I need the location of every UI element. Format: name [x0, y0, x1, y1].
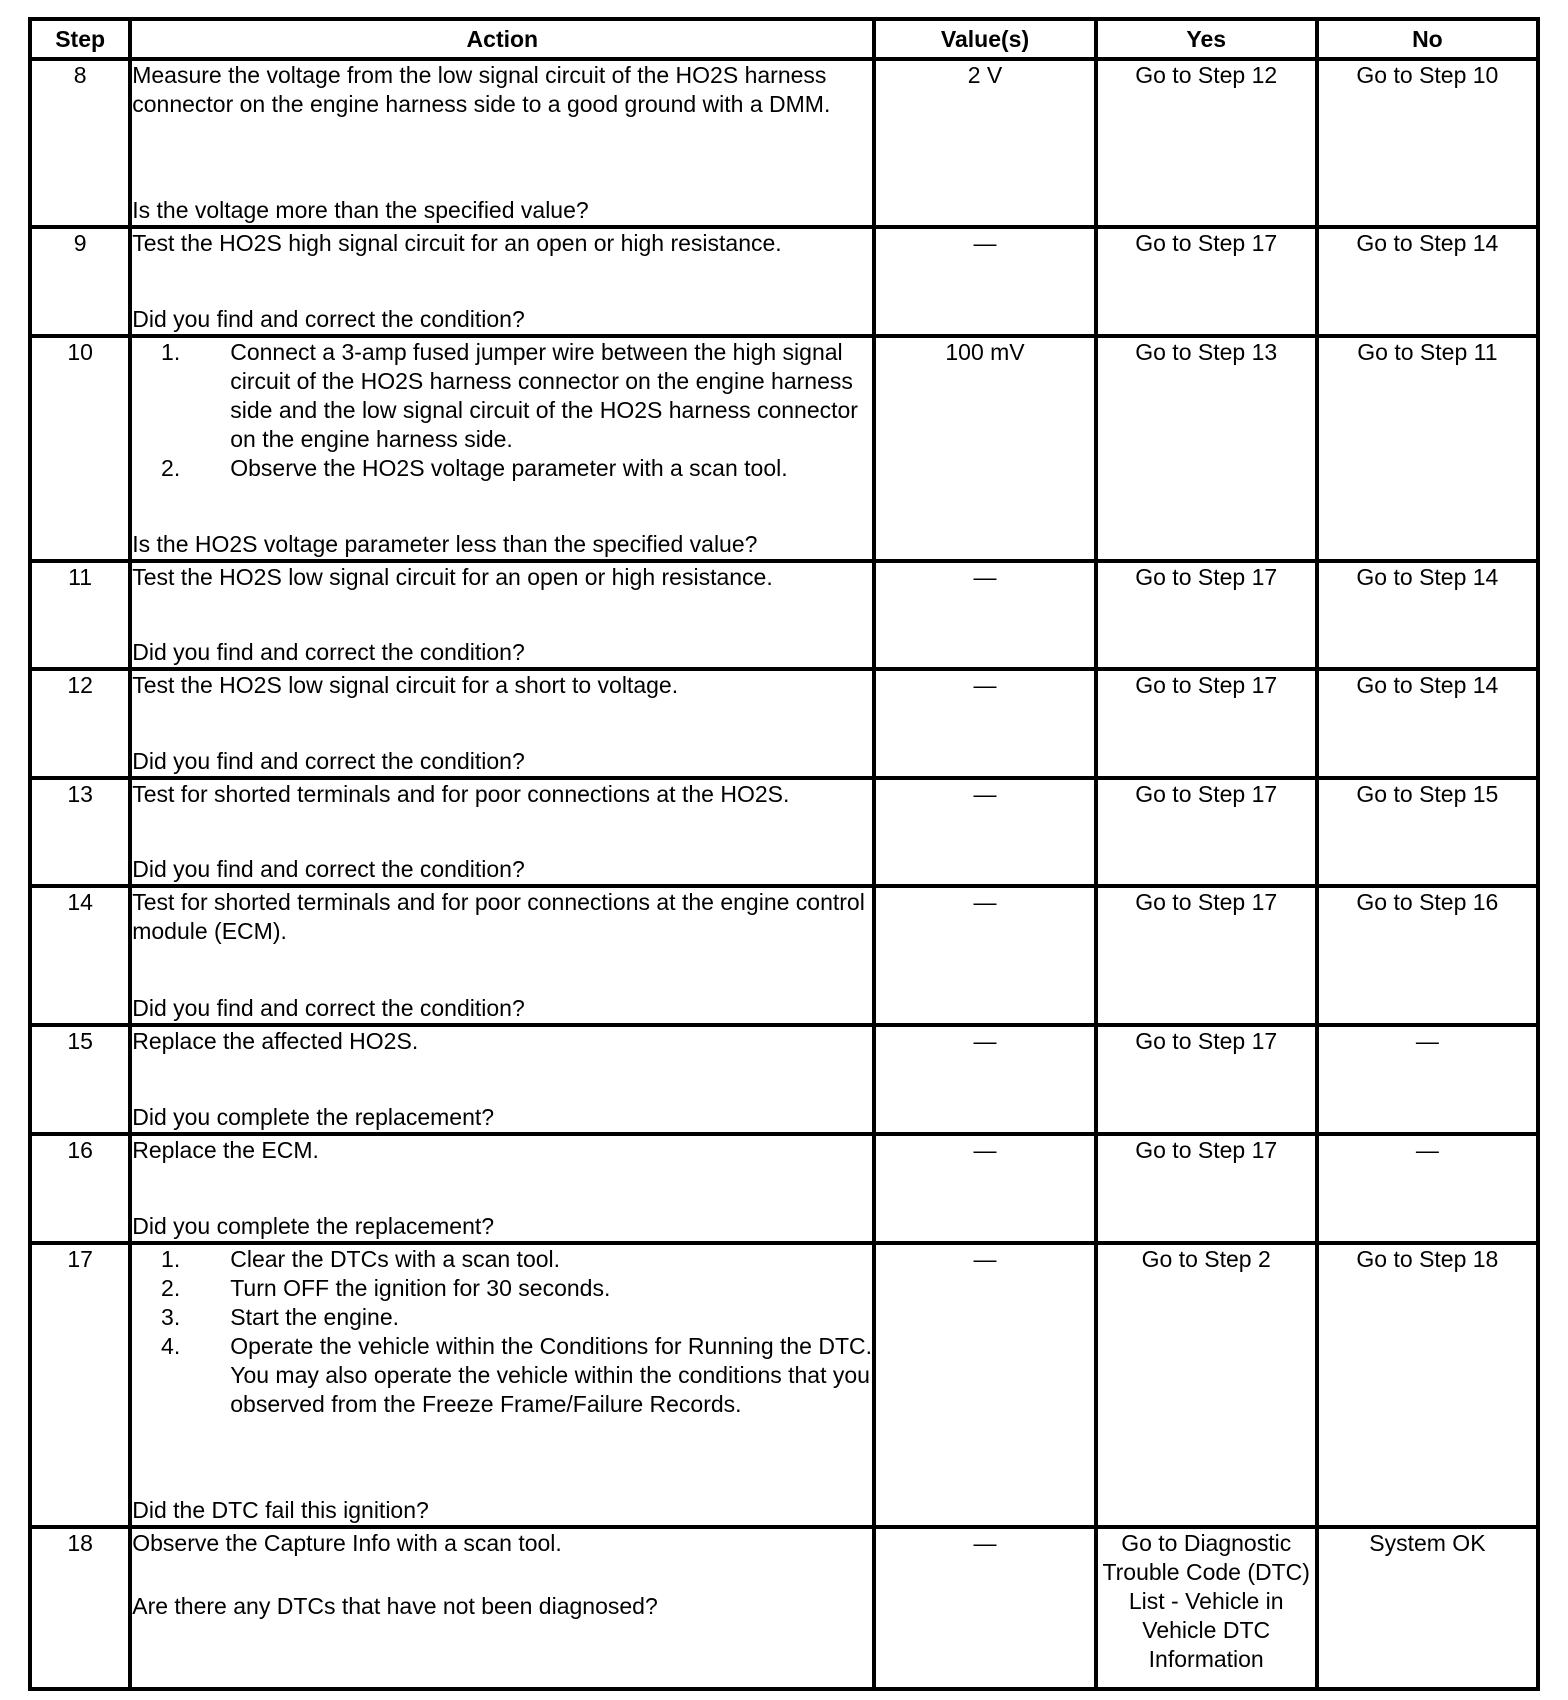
- yes-cell: Go to Step 17: [1096, 778, 1317, 887]
- substep-text: Operate the vehicle within the Conditions for Running the DTC. You may also operate the vehicle within the conditions that you observed from the Freeze Frame/Failure Records.: [230, 1332, 873, 1417]
- substep-text: Clear the DTCs with a scan tool.: [230, 1245, 561, 1272]
- step-number: 11: [30, 561, 130, 670]
- no-cell: System OK: [1317, 1527, 1538, 1689]
- action-question: Did the DTC fail this ignition?: [132, 1497, 429, 1524]
- no-cell: —: [1317, 1025, 1538, 1134]
- action-question: Did you find and correct the condition?: [132, 747, 525, 774]
- yes-cell: Go to Step 12: [1096, 59, 1317, 227]
- list-item: [132, 1274, 872, 1303]
- value-cell: —: [874, 1134, 1095, 1243]
- action-cell: [130, 561, 874, 670]
- table-row: [30, 1243, 1538, 1528]
- no-cell: —: [1317, 1134, 1538, 1243]
- header-no: No: [1317, 19, 1538, 59]
- action-question: Is the HO2S voltage parameter less than the specified value?: [132, 530, 758, 557]
- table-row: [30, 1134, 1538, 1243]
- action-question: Did you find and correct the condition?: [132, 305, 525, 332]
- substep-number: 1.: [161, 338, 181, 365]
- diagnostic-table: [28, 17, 1540, 1691]
- no-cell: Go to Step 18: [1317, 1243, 1538, 1528]
- table-row: [30, 778, 1538, 887]
- yes-cell: Go to Step 17: [1096, 227, 1317, 336]
- action-cell: [130, 886, 874, 1025]
- action-cell: [130, 227, 874, 336]
- no-cell: Go to Step 10: [1317, 59, 1538, 227]
- substep-number: 3.: [161, 1303, 181, 1330]
- action-question: Did you complete the replacement?: [132, 1104, 495, 1131]
- step-number: 17: [30, 1243, 130, 1528]
- substep-text: Turn OFF the ignition for 30 seconds.: [230, 1274, 611, 1301]
- action-question: Did you find and correct the condition?: [132, 856, 525, 883]
- value-cell: —: [874, 1527, 1095, 1689]
- value-cell: —: [874, 886, 1095, 1025]
- action-text: Replace the ECM.: [132, 1137, 319, 1164]
- substep-list: [132, 1245, 872, 1419]
- table-row: [30, 336, 1538, 561]
- value-cell: —: [874, 1025, 1095, 1134]
- yes-cell: Go to Step 17: [1096, 561, 1317, 670]
- table-row: [30, 669, 1538, 778]
- header-row: [30, 19, 1538, 59]
- header-step: Step: [30, 19, 130, 59]
- table-row: [30, 59, 1538, 227]
- value-cell: —: [874, 561, 1095, 670]
- yes-cell: Go to Step 13: [1096, 336, 1317, 561]
- no-cell: Go to Step 11: [1317, 336, 1538, 561]
- action-text: Measure the voltage from the low signal circuit of the HO2S harness connector on the engine harness side to a good ground with a DMM.: [132, 62, 831, 117]
- yes-cell: Go to Step 17: [1096, 669, 1317, 778]
- header-yes: Yes: [1096, 19, 1317, 59]
- no-cell: Go to Step 16: [1317, 886, 1538, 1025]
- table-row: [30, 227, 1538, 336]
- substep-text: Observe the HO2S voltage parameter with a scan tool.: [230, 454, 788, 481]
- step-number: 16: [30, 1134, 130, 1243]
- value-cell: 100 mV: [874, 336, 1095, 561]
- action-text: Replace the affected HO2S.: [132, 1028, 419, 1055]
- value-cell: 2 V: [874, 59, 1095, 227]
- action-text: Test the HO2S low signal circuit for a short to voltage.: [132, 672, 679, 699]
- step-number: 12: [30, 669, 130, 778]
- step-number: 15: [30, 1025, 130, 1134]
- value-cell: —: [874, 669, 1095, 778]
- no-cell: Go to Step 15: [1317, 778, 1538, 887]
- header-values: Value(s): [874, 19, 1095, 59]
- action-question: Did you find and correct the condition?: [132, 995, 525, 1022]
- step-number: 13: [30, 778, 130, 887]
- action-question: Did you find and correct the condition?: [132, 639, 525, 666]
- action-cell: [130, 59, 874, 227]
- action-question: Is the voltage more than the specified value?: [132, 197, 589, 224]
- action-cell: [130, 1025, 874, 1134]
- no-cell: Go to Step 14: [1317, 561, 1538, 670]
- action-question: Did you complete the replacement?: [132, 1212, 495, 1239]
- step-number: 14: [30, 886, 130, 1025]
- no-cell: Go to Step 14: [1317, 227, 1538, 336]
- value-cell: —: [874, 778, 1095, 887]
- table-row: [30, 561, 1538, 670]
- action-cell: [130, 1134, 874, 1243]
- action-cell: [130, 1527, 874, 1689]
- action-cell: [130, 669, 874, 778]
- substep-text: Start the engine.: [230, 1303, 400, 1330]
- table-row: [30, 1025, 1538, 1134]
- list-item: [132, 1332, 872, 1419]
- action-text: Test the HO2S high signal circuit for an open or high resistance.: [132, 230, 782, 257]
- substep-text: Connect a 3-amp fused jumper wire between the high signal circuit of the HO2S harness connector on the engine harness side and the low signal circuit of the HO2S harness connector on the engine harness side.: [230, 338, 858, 452]
- list-item: [132, 454, 872, 483]
- action-cell: [130, 778, 874, 887]
- action-text: Observe the Capture Info with a scan tool.: [132, 1530, 562, 1557]
- yes-cell: Go to Diagnostic Trouble Code (DTC) List - Vehicle in Vehicle DTC Information: [1096, 1527, 1317, 1689]
- substep-number: 4.: [161, 1332, 181, 1359]
- action-text: Test for shorted terminals and for poor connections at the HO2S.: [132, 780, 790, 807]
- substep-number: 1.: [161, 1245, 181, 1272]
- action-cell: [130, 1243, 874, 1528]
- table-row: [30, 1527, 1538, 1689]
- no-cell: Go to Step 14: [1317, 669, 1538, 778]
- step-number: 8: [30, 59, 130, 227]
- table-row: [30, 886, 1538, 1025]
- substep-list: [132, 338, 872, 483]
- value-cell: —: [874, 227, 1095, 336]
- step-number: 9: [30, 227, 130, 336]
- substep-number: 2.: [161, 454, 181, 481]
- action-text: Test for shorted terminals and for poor connections at the engine control module (ECM).: [132, 889, 865, 945]
- action-question: Are there any DTCs that have not been diagnosed?: [132, 1593, 658, 1620]
- list-item: [132, 1303, 872, 1332]
- step-number: 18: [30, 1527, 130, 1689]
- substep-number: 2.: [161, 1274, 181, 1301]
- list-item: [132, 338, 872, 454]
- action-text: Test the HO2S low signal circuit for an open or high resistance.: [132, 563, 773, 590]
- yes-cell: Go to Step 17: [1096, 1025, 1317, 1134]
- value-cell: —: [874, 1243, 1095, 1528]
- header-action: Action: [130, 19, 874, 59]
- step-number: 10: [30, 336, 130, 561]
- yes-cell: Go to Step 17: [1096, 1134, 1317, 1243]
- action-cell: [130, 336, 874, 561]
- yes-cell: Go to Step 17: [1096, 886, 1317, 1025]
- list-item: [132, 1245, 872, 1274]
- yes-cell: Go to Step 2: [1096, 1243, 1317, 1528]
